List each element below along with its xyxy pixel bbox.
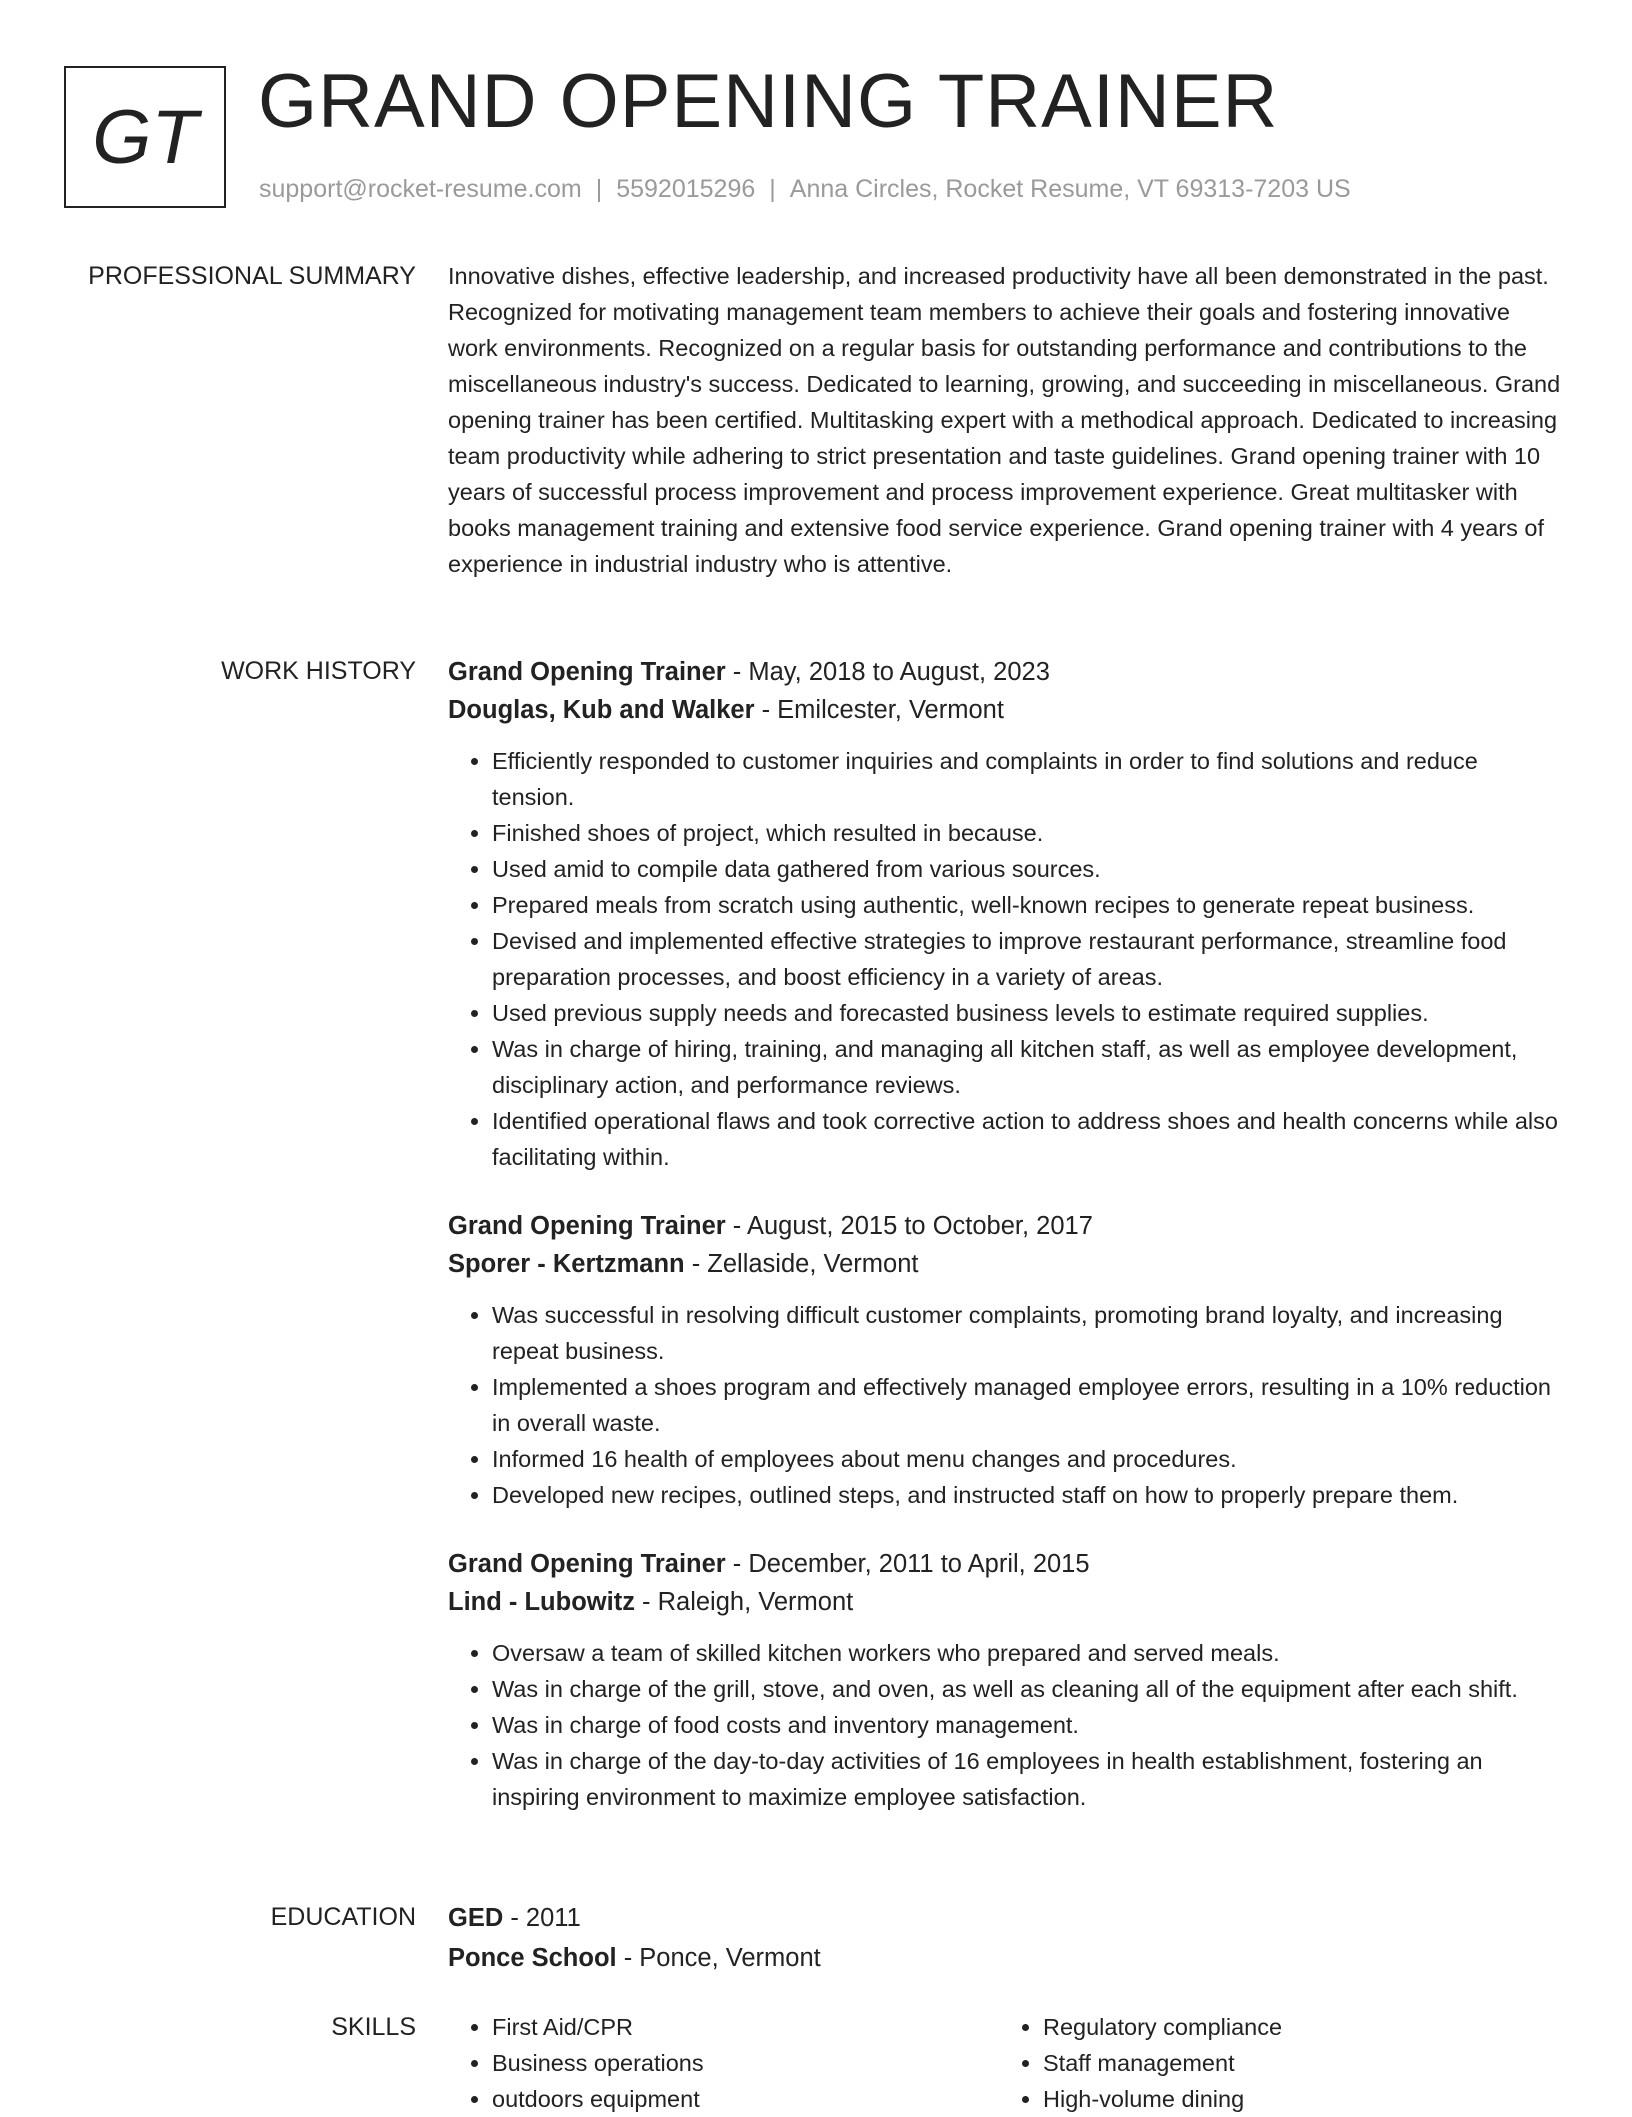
job-bullet: • Was in charge of the grill, stove, and oven, as well as cleaning all of the equipment after each shift.	[492, 1671, 1566, 1707]
job-bullet: • Was in charge of hiring, training, and managing all kitchen staff, as well as employee development, disciplinary action, and performance reviews.	[492, 1031, 1566, 1103]
skill-item: • High-volume dining	[1043, 2081, 1550, 2117]
contact-email: support@rocket-resume.com	[259, 175, 582, 203]
job-dates: - May, 2018 to August, 2023	[725, 658, 1050, 686]
education-heading: EDUCATION	[270, 1903, 416, 1931]
job-bullet: • Finished shoes of project, which resulted in because.	[492, 815, 1566, 851]
job-bullet: • Informed 16 health of employees about menu changes and procedures.	[492, 1441, 1566, 1477]
job-company: Lind - Lubowitz	[448, 1588, 635, 1616]
job-location: - Raleigh, Vermont	[634, 1588, 854, 1616]
job-company: Sporer - Kertzmann	[448, 1250, 685, 1278]
job-bullet: • Was successful in resolving difficult customer complaints, promoting brand loyalty, and increasing repeat business.	[492, 1297, 1566, 1369]
job-bullet: • Was in charge of the day-to-day activities of 16 employees in health establishment, fostering an inspiring environment to maximize employee satisfaction.	[492, 1743, 1566, 1815]
job-bullet: • Implemented a shoes program and effectively managed employee errors, resulting in a 10% reduction in overall waste.	[492, 1369, 1566, 1441]
job-role: Grand Opening Trainer	[448, 658, 726, 686]
job-title-line	[448, 653, 1566, 691]
skills-list-left	[448, 2009, 999, 2117]
job-company: Douglas, Kub and Walker	[448, 696, 755, 724]
job-bullet: • Used amid to compile data gathered from various sources.	[492, 851, 1566, 887]
job-entry	[448, 1207, 1566, 1513]
job-bullet: • Identified operational flaws and took corrective action to address shoes and health concerns while also facilitating within.	[492, 1103, 1566, 1175]
skill-item: • First Aid/CPR	[492, 2009, 999, 2045]
monogram-badge	[64, 66, 226, 208]
job-bullet: • Developed new recipes, outlined steps, and instructed staff on how to properly prepare them.	[492, 1477, 1566, 1513]
contact-phone: 5592015296	[616, 175, 756, 203]
contact-separator: |	[595, 175, 603, 203]
job-title-line	[448, 1207, 1566, 1245]
job-dates: - August, 2015 to October, 2017	[725, 1212, 1093, 1240]
job-bullet: • Prepared meals from scratch using authentic, well-known recipes to generate repeat business.	[492, 887, 1566, 923]
skill-item: • Staff management	[1043, 2045, 1550, 2081]
contact-address: Anna Circles, Rocket Resume, VT 69313-7203 US	[789, 175, 1351, 203]
education-school-line	[448, 1939, 1566, 1977]
job-bullet: • Used previous supply needs and forecasted business levels to estimate required supplies.	[492, 995, 1566, 1031]
contact-separator: |	[769, 175, 776, 203]
skill-item: • Business operations	[492, 2045, 999, 2081]
skills-columns	[448, 2009, 1566, 2117]
contact-line	[259, 175, 1351, 204]
job-location: - Zellaside, Vermont	[684, 1250, 919, 1278]
skills-list-right	[999, 2009, 1550, 2117]
job-bullets	[448, 1635, 1566, 1815]
education-year: - 2011	[503, 1904, 581, 1932]
job-entry	[448, 1545, 1566, 1815]
job-bullet: • Efficiently responded to customer inquiries and complaints in order to find solutions and reduce tension.	[492, 743, 1566, 815]
monogram-initials: GT	[92, 94, 198, 180]
job-company-line	[448, 691, 1566, 729]
job-role: Grand Opening Trainer	[448, 1212, 726, 1240]
education-location: - Ponce, Vermont	[616, 1944, 821, 1972]
work-history-heading: WORK HISTORY	[221, 657, 416, 685]
job-location: - Emilcester, Vermont	[754, 696, 1004, 724]
summary-heading: PROFESSIONAL SUMMARY	[88, 262, 416, 290]
job-bullet: • Oversaw a team of skilled kitchen workers who prepared and served meals.	[492, 1635, 1566, 1671]
job-bullet: • Devised and implemented effective strategies to improve restaurant performance, streamline food preparation processes, and boost efficiency in a variety of areas.	[492, 923, 1566, 995]
job-title-line	[448, 1545, 1566, 1583]
job-bullet: • Was in charge of food costs and inventory management.	[492, 1707, 1566, 1743]
education-degree-line	[448, 1899, 1566, 1937]
job-company-line	[448, 1245, 1566, 1283]
job-dates: - December, 2011 to April, 2015	[725, 1550, 1090, 1578]
skill-item: • Regulatory compliance	[1043, 2009, 1550, 2045]
resume-name: GRAND OPENING TRAINER	[258, 59, 1279, 144]
job-entry	[448, 653, 1566, 1175]
job-bullets	[448, 743, 1566, 1175]
education-degree: GED	[448, 1904, 504, 1932]
skill-item: • outdoors equipment	[492, 2081, 999, 2117]
summary-paragraph: Innovative dishes, effective leadership, and increased productivity have all been demonstrated in the past. Recognized for motivating management team members to achieve their goals and fostering innovative work environments. Recognized on a regular basis for outstanding performance and contributions to the miscellaneous industry's success. Dedicated to learning, growing, and succeeding in miscellaneous. Grand opening trainer has been certified. Multitasking expert with a methodical approach. Dedicated to increasing team productivity while adhering to strict presentation and taste guidelines. Grand opening trainer with 10 years of successful process improvement and process improvement experience. Great multitasker with books management training and extensive food service experience. Grand opening trainer with 4 years of experience in industrial industry who is attentive.	[448, 263, 1561, 577]
skills-heading: SKILLS	[331, 2013, 416, 2041]
job-bullets	[448, 1297, 1566, 1513]
education-school: Ponce School	[448, 1944, 617, 1972]
job-company-line	[448, 1583, 1566, 1621]
job-list	[448, 653, 1566, 1815]
job-role: Grand Opening Trainer	[448, 1550, 726, 1578]
